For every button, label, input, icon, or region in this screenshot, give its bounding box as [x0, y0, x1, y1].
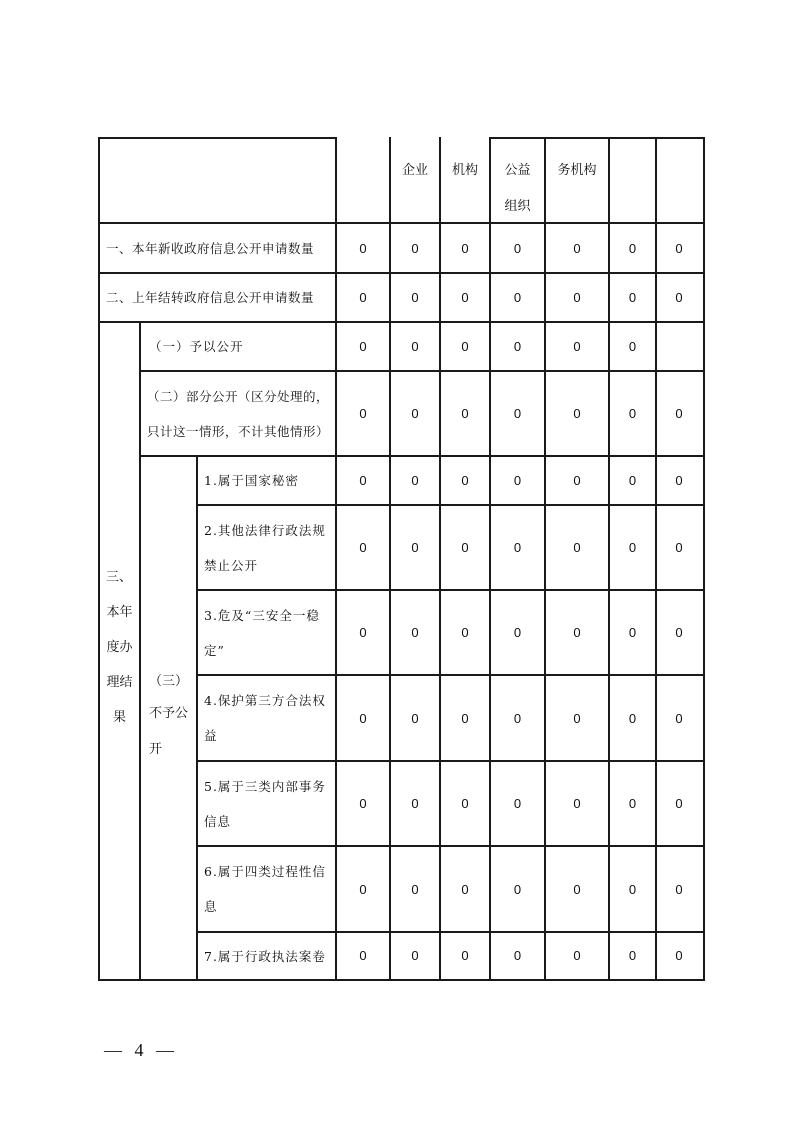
group-label-annual-results	[100, 560, 139, 740]
group-label-not-disclosed	[141, 664, 196, 774]
value-cell: 0	[628, 339, 637, 354]
row-label-line2: 定”	[204, 642, 225, 658]
value-cell: 0	[513, 339, 522, 354]
value-cell: 0	[675, 473, 683, 488]
value-cell: 0	[675, 710, 683, 726]
row-label-law-enforcement: 7.属于行政执法案卷	[204, 948, 326, 964]
value-cell: 0	[359, 339, 367, 354]
value-cell: 0	[411, 710, 419, 726]
value-cell: 0	[359, 240, 367, 256]
value-cell: 0	[513, 406, 522, 421]
value-cell: 0	[573, 240, 581, 256]
value-cell: 0	[359, 947, 367, 963]
row-label-third-party	[198, 676, 335, 760]
row-label-line1: 4.保护第三方合法权	[204, 693, 326, 708]
group-label-line: 三、	[106, 570, 133, 585]
row-label-other-laws	[198, 506, 335, 589]
value-cell: 0	[513, 947, 522, 963]
value-cell: 0	[675, 240, 683, 256]
value-cell: 0	[573, 710, 581, 726]
row-label-line2: 禁止公开	[204, 557, 259, 573]
value-cell: 0	[411, 240, 419, 256]
header-col-public-org-line1: 公益	[504, 163, 531, 178]
value-cell: 0	[411, 339, 419, 354]
value-cell: 0	[461, 947, 469, 963]
value-cell: 0	[628, 710, 637, 726]
value-cell: 0	[461, 406, 469, 421]
value-cell: 0	[461, 796, 469, 811]
value-cell: 0	[461, 710, 469, 726]
value-cell: 0	[628, 540, 637, 555]
group-label-line: 果	[112, 710, 126, 725]
row-label-disclosed: （一）予以公开	[149, 339, 244, 354]
value-cell: 0	[359, 540, 367, 555]
row-label-three-safety	[198, 591, 335, 674]
value-cell: 0	[411, 625, 419, 640]
row-label-line1: 5.属于三类内部事务	[204, 778, 326, 794]
value-cell: 0	[461, 473, 469, 488]
value-cell: 0	[359, 796, 367, 811]
value-cell: 0	[411, 406, 419, 421]
row-label-line1: 3.危及“三安全一稳	[204, 607, 320, 623]
header-col-service-institution: 务机构	[557, 163, 597, 178]
value-cell: 0	[513, 710, 522, 726]
value-cell: 0	[628, 473, 637, 488]
value-cell: 0	[573, 406, 581, 421]
value-cell: 0	[461, 881, 469, 897]
group-label-line: （三）	[149, 674, 189, 689]
value-cell: 0	[628, 796, 637, 811]
row-label-line1: 6.属于四类过程性信	[204, 864, 326, 879]
header-col-enterprise: 企业	[401, 163, 428, 178]
row-label-new-requests: 一、本年新收政府信息公开申请数量	[106, 240, 315, 256]
row-label-carried-over: 二、上年结转政府信息公开申请数量	[106, 290, 315, 305]
value-cell: 0	[573, 540, 581, 555]
value-cell: 0	[513, 540, 522, 555]
value-cell: 0	[628, 947, 637, 963]
value-cell: 0	[675, 796, 683, 811]
row-label-partially-disclosed	[141, 372, 335, 455]
value-cell: 0	[573, 625, 581, 640]
value-cell: 0	[359, 881, 367, 897]
value-cell: 0	[675, 540, 683, 555]
value-cell: 0	[573, 290, 581, 305]
value-cell: 0	[359, 290, 367, 305]
value-cell: 0	[573, 473, 581, 488]
page-number: — 4 —	[104, 1040, 178, 1060]
border-bottom	[98, 979, 705, 981]
value-cell: 0	[461, 290, 469, 305]
value-cell: 0	[411, 540, 419, 555]
value-cell: 0	[411, 796, 419, 811]
value-cell: 0	[411, 881, 419, 897]
value-cell: 0	[675, 290, 683, 305]
value-cell: 0	[359, 625, 367, 640]
value-cell: 0	[628, 406, 637, 421]
group-label-line: 度办	[106, 640, 133, 655]
value-cell: 0	[675, 625, 683, 640]
value-cell: 0	[461, 240, 469, 256]
row-label-line2: 息	[204, 899, 218, 914]
value-cell: 0	[411, 473, 419, 488]
value-cell: 0	[513, 625, 522, 640]
value-cell: 0	[513, 290, 522, 305]
value-cell: 0	[411, 290, 419, 305]
value-cell: 0	[513, 796, 522, 811]
row-label-line2: 信息	[204, 813, 232, 829]
value-cell: 0	[573, 339, 581, 354]
value-cell: 0	[513, 881, 522, 897]
value-cell: 0	[675, 406, 683, 421]
value-cell: 0	[573, 947, 581, 963]
value-cell: 0	[359, 710, 367, 726]
header-col-public-org	[491, 139, 544, 222]
row-label-line2: 益	[204, 728, 218, 743]
value-cell: 0	[513, 240, 522, 256]
value-cell: 0	[628, 290, 637, 305]
group-label-line: 本年	[106, 605, 133, 620]
border-top-left	[98, 137, 337, 139]
value-cell: 0	[628, 881, 637, 897]
group-label-line: 理结	[106, 675, 133, 690]
value-cell: 0	[461, 540, 469, 555]
value-cell: 0	[573, 881, 581, 897]
value-cell: 0	[461, 339, 469, 354]
value-cell: 0	[675, 881, 683, 897]
header-col-institution: 机构	[451, 163, 478, 178]
value-cell: 0	[573, 796, 581, 811]
value-cell: 0	[359, 406, 367, 421]
value-cell: 0	[675, 947, 683, 963]
border-right	[703, 137, 705, 981]
group-label-line: 不予公	[149, 706, 189, 721]
row-label-process-info	[198, 847, 335, 931]
value-cell: 0	[461, 625, 469, 640]
value-cell: 0	[628, 625, 637, 640]
row-label-partially-disclosed-line2: 只计这一情形，不计其他情形）	[147, 423, 330, 439]
group-label-line: 开	[149, 742, 163, 757]
row-label-state-secret: 1.属于国家秘密	[204, 473, 299, 488]
row-label-partially-disclosed-line1: （二）部分公开（区分处理的，	[147, 388, 330, 404]
value-cell: 0	[628, 240, 637, 256]
value-cell: 0	[359, 473, 367, 488]
value-cell: 0	[513, 473, 522, 488]
value-cell: 0	[411, 947, 419, 963]
row-label-internal-affairs	[198, 762, 335, 845]
row-label-line1: 2.其他法律行政法规	[204, 522, 326, 538]
header-col-public-org-line2: 组织	[504, 199, 531, 214]
value-cell	[657, 323, 701, 370]
